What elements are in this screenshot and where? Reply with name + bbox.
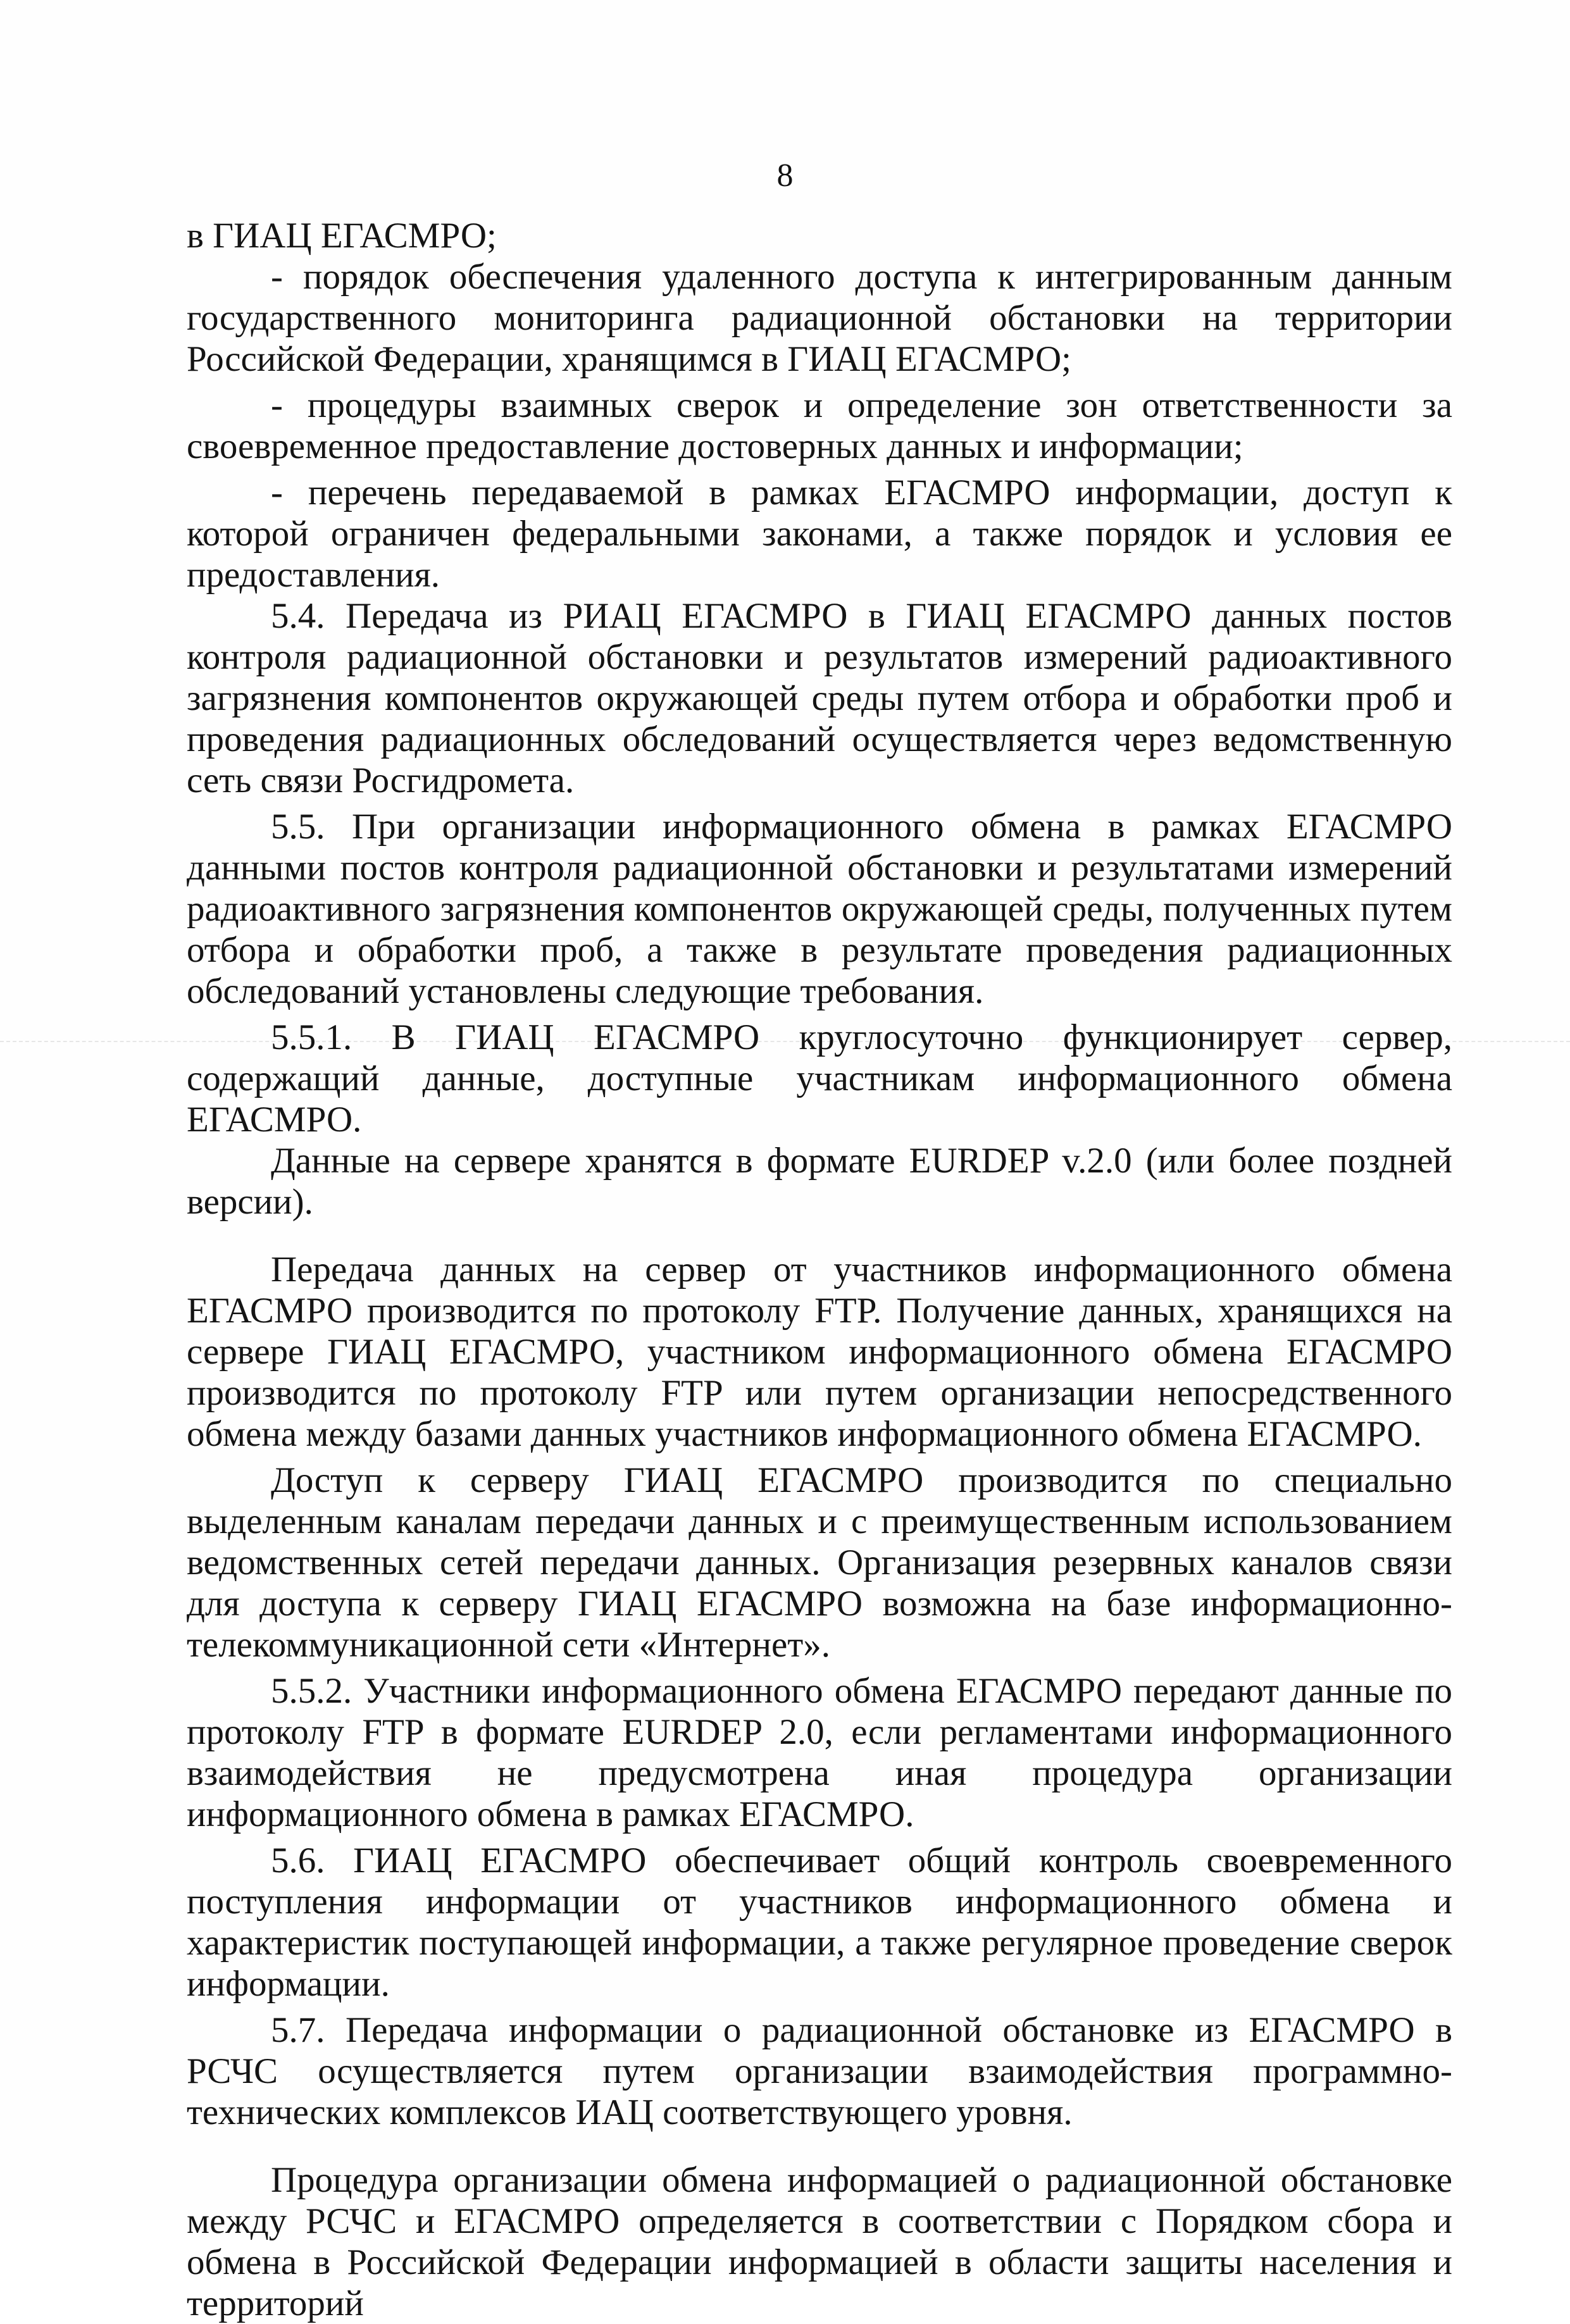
paragraph-restricted-info: - перечень передаваемой в рамках ЕГАСМРО информации, доступ к которой ограничен федеральными законами, а также порядок и условия ее предоставления. [187, 473, 1452, 595]
document-body [187, 215, 1452, 2324]
paragraph-server-access: Доступ к серверу ГИАЦ ЕГАСМРО производится по специально выделенным каналам передачи данных и с преимущественным использованием ведомственных сетей передачи данных. Организация резервных каналов связи для доступа к серверу ГИАЦ ЕГАСМРО возможна на базе информационно-телекоммуникационной сети «Интернет». [187, 1460, 1452, 1665]
section-5-4: 5.4. Передача из РИАЦ ЕГАСМРО в ГИАЦ ЕГАСМРО данных постов контроля радиационной обстановки и результатов измерений радиоактивного загрязнения компонентов окружающей среды путем отбора и обработки проб и проведения радиационных обследований осуществляется через ведомственную сеть связи Росгидромета. [187, 596, 1452, 800]
paragraph-eurdep-format: Данные на сервере хранятся в формате EURDEP v.2.0 (или более поздней версии). [187, 1141, 1452, 1222]
section-5-5: 5.5. При организации информационного обмена в рамках ЕГАСМРО данными постов контроля радиационной обстановки и результатами измерений радиоактивного загрязнения компонентов окружающей среды, полученных путем отбора и обработки проб, а также в результате проведения радиационных обследований установлены следующие требования. [187, 807, 1452, 1011]
paragraph-remote-access: - порядок обеспечения удаленного доступа к интегрированным данным государственного мониторинга радиационной обстановки на территории Российской Федерации, хранящимся в ГИАЦ ЕГАСМРО; [187, 257, 1452, 379]
section-5-7: 5.7. Передача информации о радиационной обстановке из ЕГАСМРО в РСЧС осуществляется путем организации взаимодействия программно-технических комплексов ИАЦ соответствующего уровня. [187, 2010, 1452, 2132]
paragraph-continuation: в ГИАЦ ЕГАСМРО; [187, 216, 497, 256]
paragraph-reconciliation: - процедуры взаимных сверок и определение зон ответственности за своевременное предоставление достоверных данных и информации; [187, 385, 1452, 466]
section-5-5-2: 5.5.2. Участники информационного обмена ЕГАСМРО передают данные по протоколу FTP в формате EURDEP 2.0, если регламентами информационного взаимодействия не предусмотрена иная процедура организации информационного обмена в рамках ЕГАСМРО. [187, 1671, 1452, 1834]
section-5-6: 5.6. ГИАЦ ЕГАСМРО обеспечивает общий контроль своевременного поступления информации от участников информационного обмена и характеристик поступающей информации, а также регулярное проведение сверок информации. [187, 1841, 1452, 2004]
section-5-5-1: 5.5.1. В ГИАЦ ЕГАСМРО круглосуточно функционирует сервер, содержащий данные, доступные участникам информационного обмена ЕГАСМРО. [187, 1017, 1452, 1140]
paragraph-ftp-transfer: Передача данных на сервер от участников информационного обмена ЕГАСМРО производится по протоколу FTP. Получение данных, хранящихся на сервере ГИАЦ ЕГАСМРО, участником информационного обмена ЕГАСМРО производится по протоколу FTP или путем организации непосредственного обмена между базами данных участников информационного обмена ЕГАСМРО. [187, 1250, 1452, 1454]
paragraph-rschs-procedure: Процедура организации обмена информацией о радиационной обстановке между РСЧС и ЕГАСМРО определяется в соответствии с Порядком сбора и обмена в Российской Федерации информацией в области защиты населения и территорий [187, 2160, 1452, 2323]
page-number: 8 [776, 158, 794, 194]
